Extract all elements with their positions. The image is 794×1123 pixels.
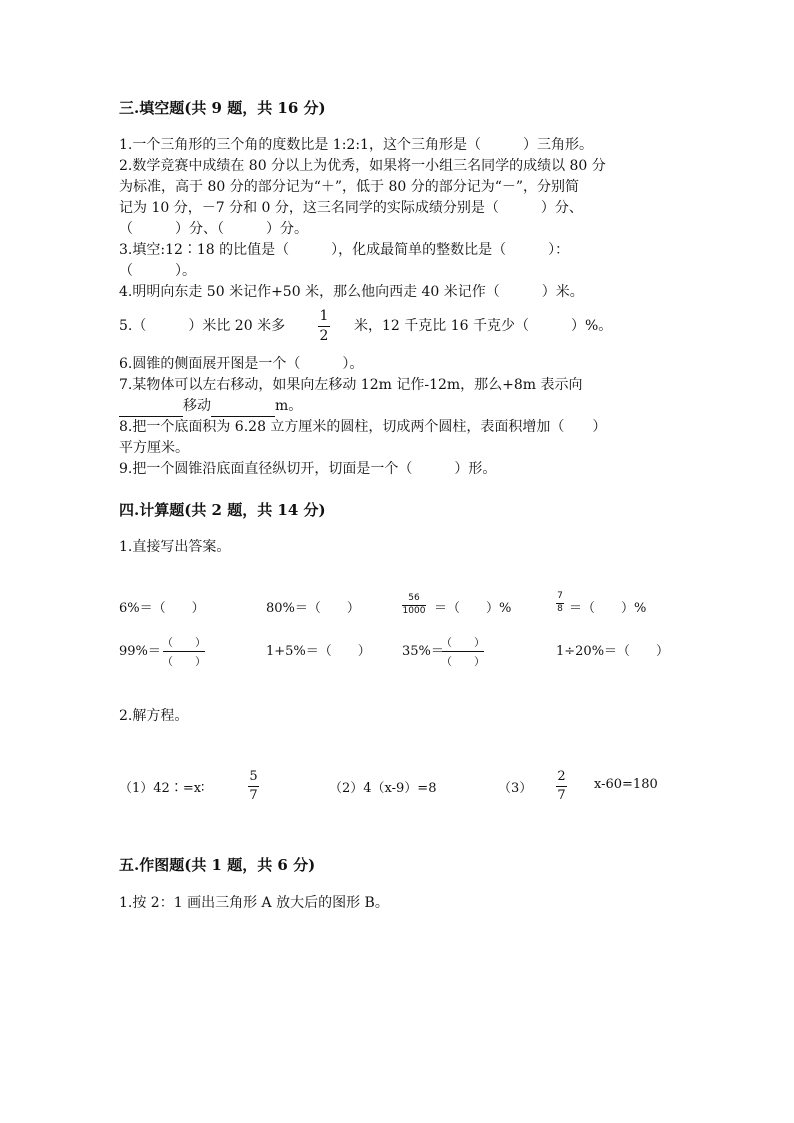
equation-3-lead: （3）: [498, 781, 533, 796]
question-3-7-end: m。: [275, 398, 303, 414]
calc-r1-c1: 6%＝（ ）: [119, 601, 205, 616]
answer-blank[interactable]: [119, 402, 183, 417]
question-3-5-part-b: 米，12 千克比 16 千克少（ ）%。: [354, 318, 613, 334]
calc-r1-c4-tail: ＝（ ）%: [569, 601, 647, 616]
question-3-4: 4.明明向东走 50 米记作+50 米，那么他向西走 40 米记作（ ）米。: [119, 284, 584, 300]
fraction-denominator: 1000: [402, 605, 426, 616]
question-3-7-line1: 7.某物体可以左右移动，如果向左移动 12m 记作-12m，那么+8m 表示向: [119, 377, 583, 393]
calc-r1-c3-tail: ＝（ ）%: [434, 601, 512, 616]
equation-1-fraction: [248, 770, 259, 804]
calc-r2-c1-fraction: [162, 634, 206, 669]
fraction-numerator: 7: [557, 591, 563, 601]
question-3-7-mid: 移动: [183, 398, 211, 414]
question-3-5-part-a: 5.（ ）米比 20 米多: [119, 318, 286, 334]
fraction-numerator: 1: [319, 308, 329, 324]
calc-part-1-title: 1.直接写出答案。: [119, 539, 231, 555]
fraction-denominator-blank[interactable]: （ ）: [162, 655, 206, 668]
fraction-denominator-blank[interactable]: （ ）: [441, 655, 485, 668]
calc-r1-c4-fraction: [556, 592, 564, 615]
calc-r2-c4: 1÷20%＝（ ）: [556, 644, 670, 659]
fraction-bar: [248, 786, 259, 787]
equation-3-fraction: [556, 770, 567, 804]
fraction-numerator: 56: [408, 593, 420, 603]
question-3-7-line2: [119, 396, 302, 417]
fraction-bar: [318, 326, 330, 327]
equation-3-tail: x-60=180: [594, 777, 658, 792]
calc-r2-c2: 1+5%＝（ ）: [266, 644, 371, 659]
question-3-3-line1: 3.填空:12∶18 的比值是（ ），化成最简单的整数比是（ ）：: [119, 242, 570, 258]
fraction-bar: [442, 651, 484, 652]
fraction-numerator: 5: [249, 769, 258, 784]
question-3-2-line1: 2.数学竞赛中成绩在 80 分以上为优秀，如果将一小组三名同学的成绩以 80 分: [119, 158, 606, 174]
fraction-bar: [556, 786, 567, 787]
fraction-numerator-blank[interactable]: （ ）: [441, 636, 485, 649]
calc-r2-c3-lead: 35%＝: [402, 644, 444, 659]
calc-r1-c2: 80%＝（ ）: [266, 601, 360, 616]
question-3-5-fraction: [318, 309, 330, 345]
question-3-8-line2: 平方厘米。: [119, 440, 189, 456]
question-3-2-line2: 为标准，高于 80 分的部分记为“＋”，低于 80 分的部分记为“－”，分别简: [119, 179, 580, 195]
drawing-question-1: 1.按 2：1 画出三角形 A 放大后的图形 B。: [119, 895, 389, 911]
equation-1-lead: （1）42∶=x∶: [119, 781, 205, 796]
question-3-3-line2: （ ）。: [119, 263, 196, 279]
fraction-denominator: 2: [319, 328, 329, 345]
question-3-1: 1.一个三角形的三个角的度数比是 1:2:1，这个三角形是（ ）三角形。: [119, 137, 593, 153]
calc-r2-c3-fraction: [441, 634, 485, 669]
fraction-numerator: 2: [557, 769, 566, 784]
fraction-denominator: 8: [557, 603, 563, 614]
fraction-denominator: 7: [557, 788, 566, 804]
equation-2: （2）4（x-9）=8: [329, 781, 437, 796]
fraction-denominator: 7: [249, 788, 258, 804]
question-3-6: 6.圆锥的侧面展开图是一个（ ）。: [119, 356, 364, 372]
answer-blank[interactable]: [211, 402, 275, 417]
calc-r2-c1-lead: 99%＝: [119, 644, 161, 659]
question-3-8-line1: 8.把一个底面积为 6.28 立方厘米的圆柱，切成两个圆柱，表面积增加（ ）: [119, 419, 607, 435]
fraction-numerator-blank[interactable]: （ ）: [162, 636, 206, 649]
question-3-9: 9.把一个圆锥沿底面直径纵切开，切面是一个（ ）形。: [119, 461, 497, 477]
fraction-bar: [163, 651, 205, 652]
question-3-2-line3: 记为 10 分，－7 分和 0 分，这三名同学的实际成绩分别是（ ）分、: [119, 200, 583, 216]
question-3-2-line4: （ ）分、（ ）分。: [119, 221, 308, 237]
calc-part-2-title: 2.解方程。: [119, 708, 189, 724]
section-3-heading: 三.填空题(共 9 题，共 16 分): [119, 99, 326, 117]
calc-r1-c3-fraction: [402, 594, 426, 617]
section-5-heading: 五.作图题(共 1 题，共 6 分): [119, 856, 316, 874]
section-4-heading: 四.计算题(共 2 题，共 14 分): [119, 501, 326, 519]
